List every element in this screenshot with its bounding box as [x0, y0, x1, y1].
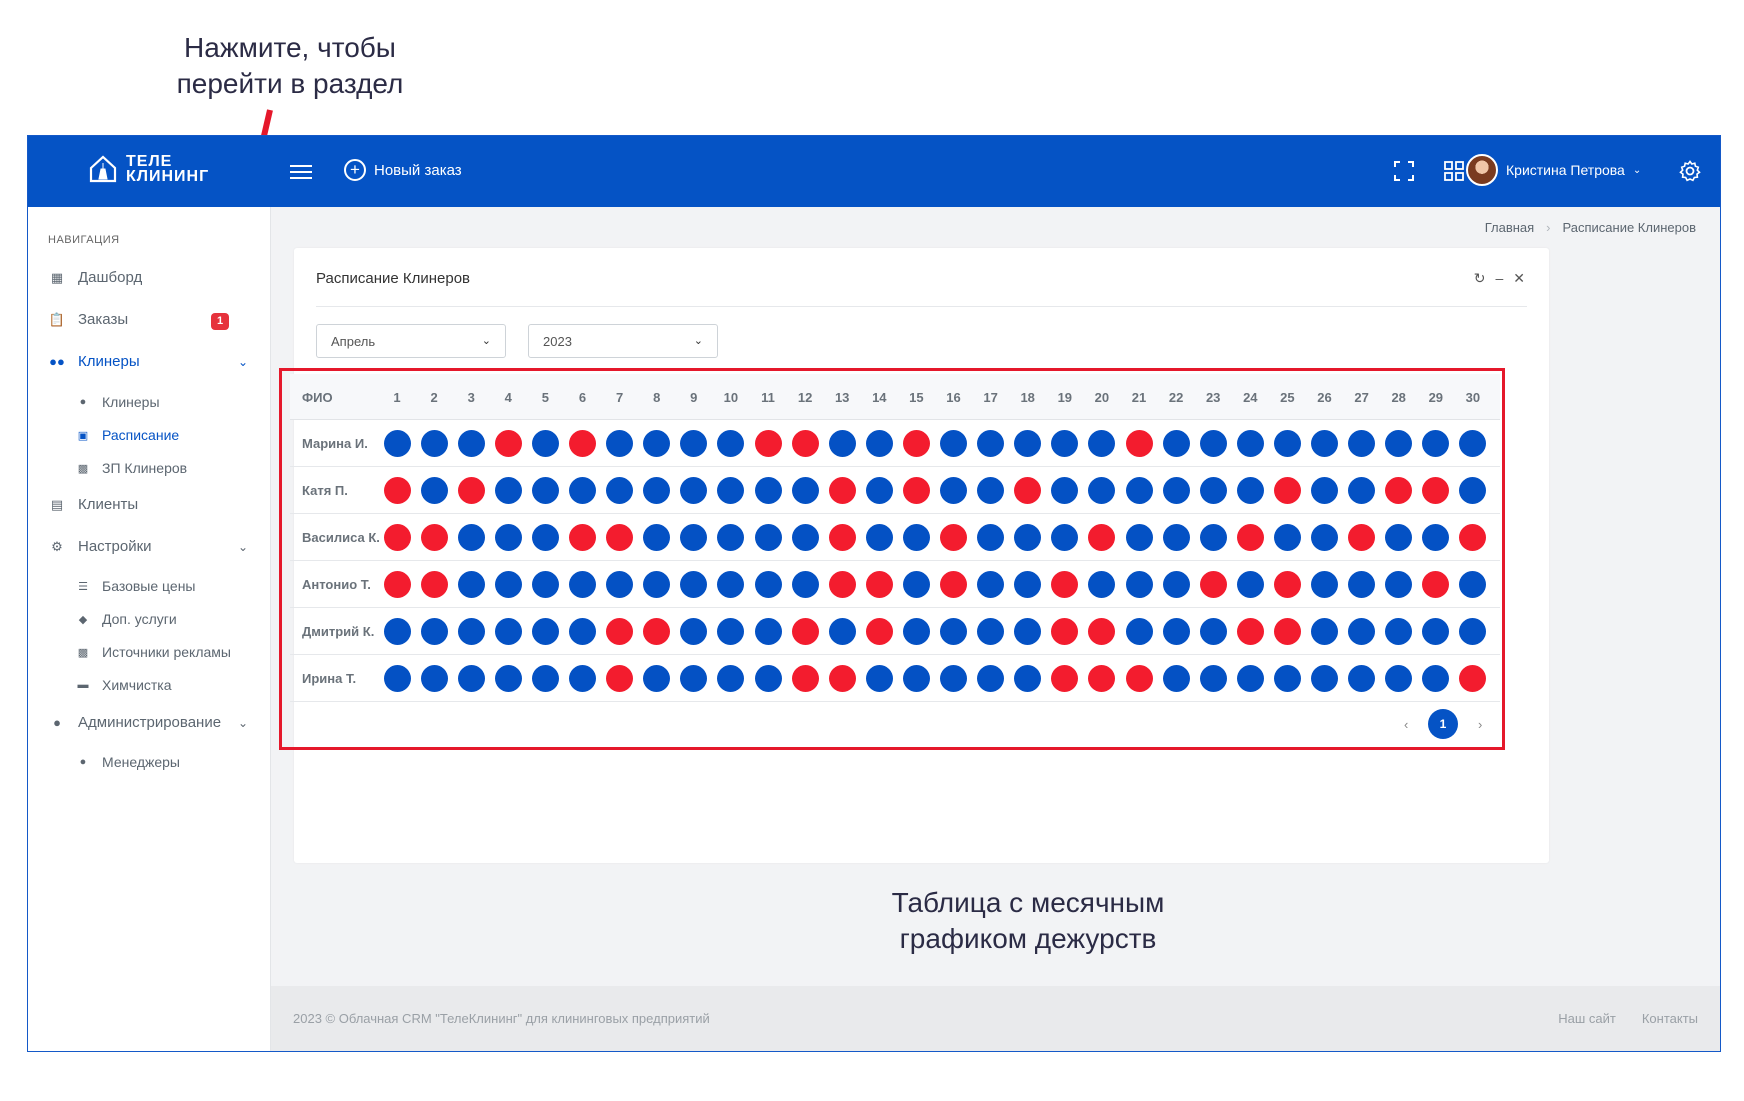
- database-icon: ☰: [78, 580, 88, 593]
- sidebar-subitem-label: Менеджеры: [102, 754, 180, 770]
- callout-table: [878, 885, 1178, 957]
- column-header-day: 10: [723, 390, 739, 405]
- sofa-icon: ▬: [77, 679, 89, 691]
- column-header-day: 5: [541, 390, 549, 405]
- month-select[interactable]: [316, 324, 506, 358]
- column-header-day: 9: [690, 390, 698, 405]
- chevron-down-icon: ⌄: [481, 335, 491, 347]
- card-title: Расписание Клинеров: [316, 270, 471, 287]
- sidebar-item-label: Дашборд: [78, 269, 143, 286]
- pagination-prev-button[interactable]: ‹: [1404, 717, 1409, 732]
- footer-links: [1558, 1011, 1698, 1026]
- card-tools: [1474, 270, 1525, 287]
- sidebar-item-label: Клиенты: [78, 496, 139, 513]
- broom-house-icon: [88, 154, 118, 184]
- column-header-day: 30: [1465, 390, 1481, 405]
- sidebar-subitem-label: Химчистка: [102, 677, 172, 693]
- cleaner-name: Василиса К.: [302, 530, 380, 545]
- chevron-down-icon: ⌄: [237, 354, 248, 369]
- chevron-down-icon: ⌄: [1632, 164, 1642, 176]
- sidebar-subitem-base-prices[interactable]: [76, 578, 195, 594]
- avatar: [1466, 154, 1498, 186]
- users-icon: ●: [79, 396, 87, 408]
- chevron-down-icon: ⌄: [693, 335, 703, 347]
- cleaner-name: Катя П.: [302, 483, 348, 498]
- footer-link-site[interactable]: Наш сайт: [1558, 1011, 1616, 1026]
- cleaner-name: Антонио Т.: [302, 577, 371, 592]
- calendar-icon: ▣: [77, 429, 89, 442]
- fullscreen-icon[interactable]: [1393, 160, 1415, 182]
- sidebar-item-dashboard[interactable]: [48, 269, 248, 286]
- callout-line: Нажмите, чтобы: [184, 32, 396, 63]
- user-cog-icon: ●: [53, 715, 61, 730]
- sidebar-subitem-label: Клинеры: [102, 394, 160, 410]
- column-header-day: 12: [797, 390, 813, 405]
- refresh-icon[interactable]: ↻: [1473, 270, 1486, 286]
- breadcrumb-current: Расписание Клинеров: [1562, 220, 1696, 235]
- column-header-name: ФИО: [302, 390, 333, 405]
- logo[interactable]: [88, 154, 209, 184]
- new-order-button[interactable]: [344, 159, 462, 181]
- sidebar-item-settings[interactable]: [48, 538, 248, 555]
- sidebar-subitem-dry-cleaning[interactable]: [76, 677, 172, 693]
- pagination-next-button[interactable]: ›: [1478, 717, 1483, 732]
- ad-icon: ▩: [77, 646, 89, 659]
- users-icon: ●●: [49, 354, 65, 369]
- sidebar-item-cleaners[interactable]: [48, 353, 248, 370]
- nav-heading: НАВИГАЦИЯ: [48, 234, 120, 246]
- column-header-day: 19: [1057, 390, 1073, 405]
- money-icon: ▩: [77, 462, 89, 475]
- column-header-day: 21: [1131, 390, 1147, 405]
- id-card-icon: ▤: [50, 496, 64, 512]
- sidebar-subitem-managers[interactable]: [76, 754, 180, 770]
- footer-link-contacts[interactable]: Контакты: [1641, 1011, 1698, 1026]
- column-header-day: 29: [1428, 390, 1444, 405]
- user-menu[interactable]: [1466, 154, 1641, 186]
- column-header-day: 16: [946, 390, 961, 405]
- sidebar-subitem-ad-sources[interactable]: [76, 644, 231, 660]
- top-bar: [28, 136, 1720, 207]
- column-header-day: 4: [504, 390, 512, 405]
- sidebar-item-label: Настройки: [78, 538, 152, 555]
- sidebar-subitem-label: ЗП Клинеров: [102, 460, 188, 476]
- clipboard-icon: 📋: [48, 311, 66, 327]
- sidebar-subitem-label: Доп. услуги: [102, 611, 177, 627]
- sidebar: [28, 207, 271, 1052]
- sidebar-item-administration[interactable]: [48, 714, 248, 731]
- column-header-day: 14: [872, 390, 887, 405]
- logo-line: КЛИНИНГ: [126, 168, 210, 185]
- menu-toggle-button[interactable]: [290, 161, 312, 181]
- column-header-day: 11: [761, 390, 775, 405]
- breadcrumb-home[interactable]: Главная: [1484, 220, 1535, 235]
- new-order-label: Новый заказ: [374, 161, 462, 179]
- minimize-icon[interactable]: –: [1495, 270, 1504, 286]
- footer-copyright: 2023 © Облачная CRM "ТелеКлининг" для клининговых предприятий: [293, 1011, 710, 1026]
- column-header-day: 1: [393, 390, 401, 405]
- callout-line: графиком дежурств: [899, 923, 1157, 954]
- logo-text: [126, 154, 209, 184]
- column-header-day: 6: [578, 390, 587, 405]
- sidebar-subitem-cleaners[interactable]: [76, 394, 160, 410]
- orders-count-badge: 1: [211, 313, 229, 330]
- sidebar-subitem-label: Источники рекламы: [102, 644, 231, 660]
- sidebar-subitem-salary[interactable]: [76, 460, 187, 476]
- sidebar-item-label: Заказы: [78, 311, 129, 328]
- column-header-day: 27: [1354, 390, 1369, 405]
- sidebar-item-clients[interactable]: [48, 496, 248, 513]
- callout-line: перейти в раздел: [176, 68, 404, 99]
- column-header-day: 23: [1205, 390, 1221, 405]
- month-select-value: Апрель: [331, 334, 376, 349]
- cogs-icon: ⚙: [51, 538, 63, 554]
- cleaner-name: Ирина Т.: [302, 671, 357, 686]
- column-header-day: 22: [1168, 390, 1184, 405]
- sidebar-subitem-label: Расписание: [102, 427, 180, 443]
- column-header-day: 8: [653, 390, 661, 405]
- column-header-day: 24: [1243, 390, 1258, 405]
- sidebar-subitem-extra-services[interactable]: [76, 611, 177, 627]
- sidebar-subitem-label: Базовые цены: [102, 578, 196, 594]
- plus-circle-icon: +: [344, 159, 366, 181]
- cleaner-name: Дмитрий К.: [302, 624, 375, 639]
- cleaner-name: Марина И.: [302, 436, 368, 451]
- callout-line: Таблица с месячным: [891, 887, 1165, 918]
- column-header-day: 25: [1280, 390, 1295, 405]
- table-highlight-frame: [279, 368, 1505, 750]
- chevron-down-icon: ⌄: [237, 539, 248, 554]
- sidebar-item-label: Клинеры: [78, 353, 140, 370]
- user-icon: ●: [79, 756, 87, 768]
- user-name: Кристина Петрова: [1506, 162, 1625, 178]
- year-select[interactable]: [528, 324, 718, 358]
- pagination-page-1[interactable]: 1: [1428, 709, 1458, 739]
- column-header-day: 15: [909, 390, 924, 405]
- chevron-down-icon: ⌄: [237, 715, 248, 730]
- column-header-day: 28: [1391, 390, 1406, 405]
- column-header-day: 13: [834, 390, 850, 405]
- column-header-day: 20: [1094, 390, 1110, 405]
- sidebar-item-label: Администрирование: [78, 714, 222, 731]
- apps-grid-icon[interactable]: [1443, 160, 1465, 182]
- column-header-day: 18: [1020, 390, 1035, 405]
- divider: [316, 306, 1527, 307]
- column-header-day: 2: [430, 390, 438, 405]
- dashboard-icon: ▦: [50, 269, 64, 285]
- year-select-value: 2023: [543, 334, 572, 349]
- gear-icon[interactable]: [1679, 160, 1701, 182]
- column-header-day: 7: [615, 390, 624, 405]
- breadcrumb: [1485, 220, 1696, 235]
- sidebar-subitem-schedule[interactable]: [76, 427, 179, 443]
- footer: [271, 986, 1721, 1052]
- logo-line: ТЕЛЕ: [126, 153, 173, 170]
- breadcrumb-separator-icon: ›: [1546, 220, 1551, 235]
- column-header-day: 3: [467, 390, 475, 405]
- layers-icon: ◆: [78, 613, 88, 626]
- close-icon[interactable]: ✕: [1513, 270, 1525, 286]
- column-header-day: 17: [983, 390, 998, 405]
- column-header-day: 26: [1317, 390, 1332, 405]
